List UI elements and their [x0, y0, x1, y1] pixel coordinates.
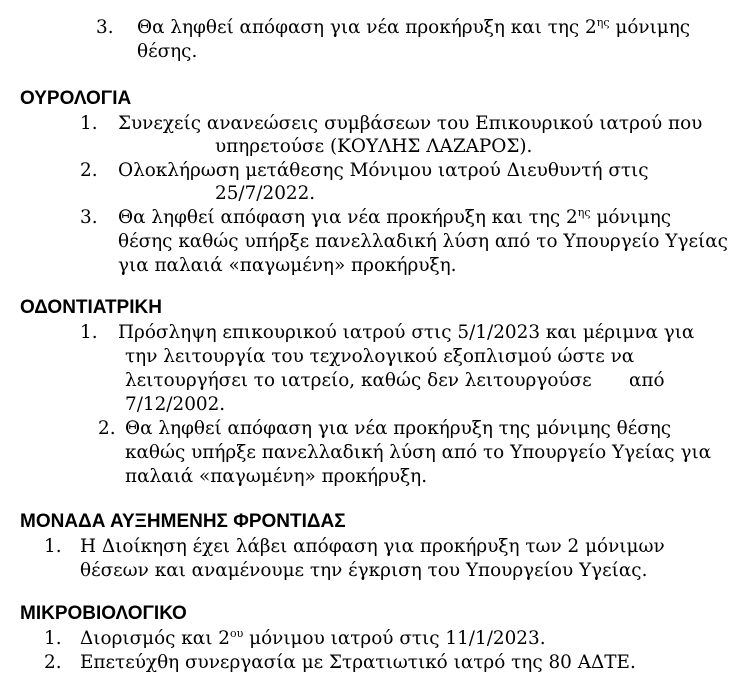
item-text-continued: για παλαιά «παγωμένη» προκήρυξη. — [118, 255, 457, 276]
item-text: Θα ληφθεί απόφαση για νέα προκήρυξη και της $2^{\eta\varsigma}$ μόνιμης — [118, 206, 672, 228]
item-text: Ολοκλήρωση μετάθεσης Μόνιμου ιατρού Διευθυντή στις — [118, 160, 649, 181]
item-text: Συνεχείς ανανεώσεις συμβάσεων του Επικουρικού ιατρού που — [118, 113, 703, 134]
section-title: ΟΔΟΝΤΙΑΤΡΙΚΗ — [20, 297, 162, 318]
section-title: ΜΙΚΡΟΒΙΟΛΟΓΙΚΟ — [20, 603, 187, 624]
section-title: ΜΟΝΑΔΑ ΑΥΞΗΜΕΝΗΣ ΦΡΟΝΤΙΔΑΣ — [20, 511, 346, 532]
item-text-continued: παλαιά «παγωμένη» προκήρυξη. — [125, 466, 428, 487]
item-text: Η Διοίκηση έχει λάβει απόφαση για προκήρυξη των 2 μόνιμων — [80, 536, 665, 557]
item-text-continued: λειτουργήσει το ιατρείο, καθώς δεν λειτουργούσε — [125, 370, 592, 391]
item-text: Θα ληφθεί απόφαση για νέα προκήρυξη της μόνιμης θέσης — [125, 418, 672, 439]
item-number: 1. — [44, 536, 62, 557]
item-number: 3. — [80, 207, 98, 228]
item-text-continued: υπηρετούσε (ΚΟΥΛΗΣ ΛΑΖΑΡΟΣ). — [215, 136, 533, 157]
item-text: Πρόσληψη επικουρικού ιατρού στις 5/1/2023 και μέριμνα για — [118, 322, 695, 343]
item-number: 1. — [80, 322, 98, 343]
item-number: 1. — [80, 113, 98, 134]
item-number: 2. — [80, 160, 98, 181]
item-number: 3. — [96, 17, 114, 38]
item-text: Θα ληφθεί απόφαση για νέα προκήρυξη και της $2^{\eta\varsigma}$ μόνιμης — [137, 16, 691, 38]
item-text: Επετεύχθη συνεργασία με Στρατιωτικό ιατρό της 80 ΑΔΤΕ. — [80, 652, 636, 673]
item-number: 1. — [44, 628, 62, 649]
item-text-continued: θέσης. — [137, 41, 198, 62]
item-text-continued: καθώς υπήρξε πανελλαδική λύση από το Υπουργείο Υγείας για — [125, 442, 712, 463]
item-text-continued: θέσεων και αναμένουμε την έγκριση του Υπουργείου Υγείας. — [80, 560, 648, 581]
item-number: 2. — [98, 418, 116, 439]
item-number: 2. — [44, 652, 62, 673]
section-title: ΟΥΡΟΛΟΓΙΑ — [20, 88, 132, 109]
item-text-continued: την λειτουργία του τεχνολογικού εξοπλισμού ώστε να — [125, 346, 635, 367]
item-text-continued: 7/12/2002. — [125, 394, 226, 415]
item-text: Διορισμός και $2^{o\upsilon}$ μόνιμου ιατρού στις 11/1/2023. — [80, 627, 546, 649]
item-text-continued: από — [629, 370, 665, 391]
item-text-continued: 25/7/2022. — [215, 183, 316, 204]
item-text-continued: θέσης καθώς υπήρξε πανελλαδική λύση από το Υπουργείο Υγείας — [118, 231, 728, 252]
